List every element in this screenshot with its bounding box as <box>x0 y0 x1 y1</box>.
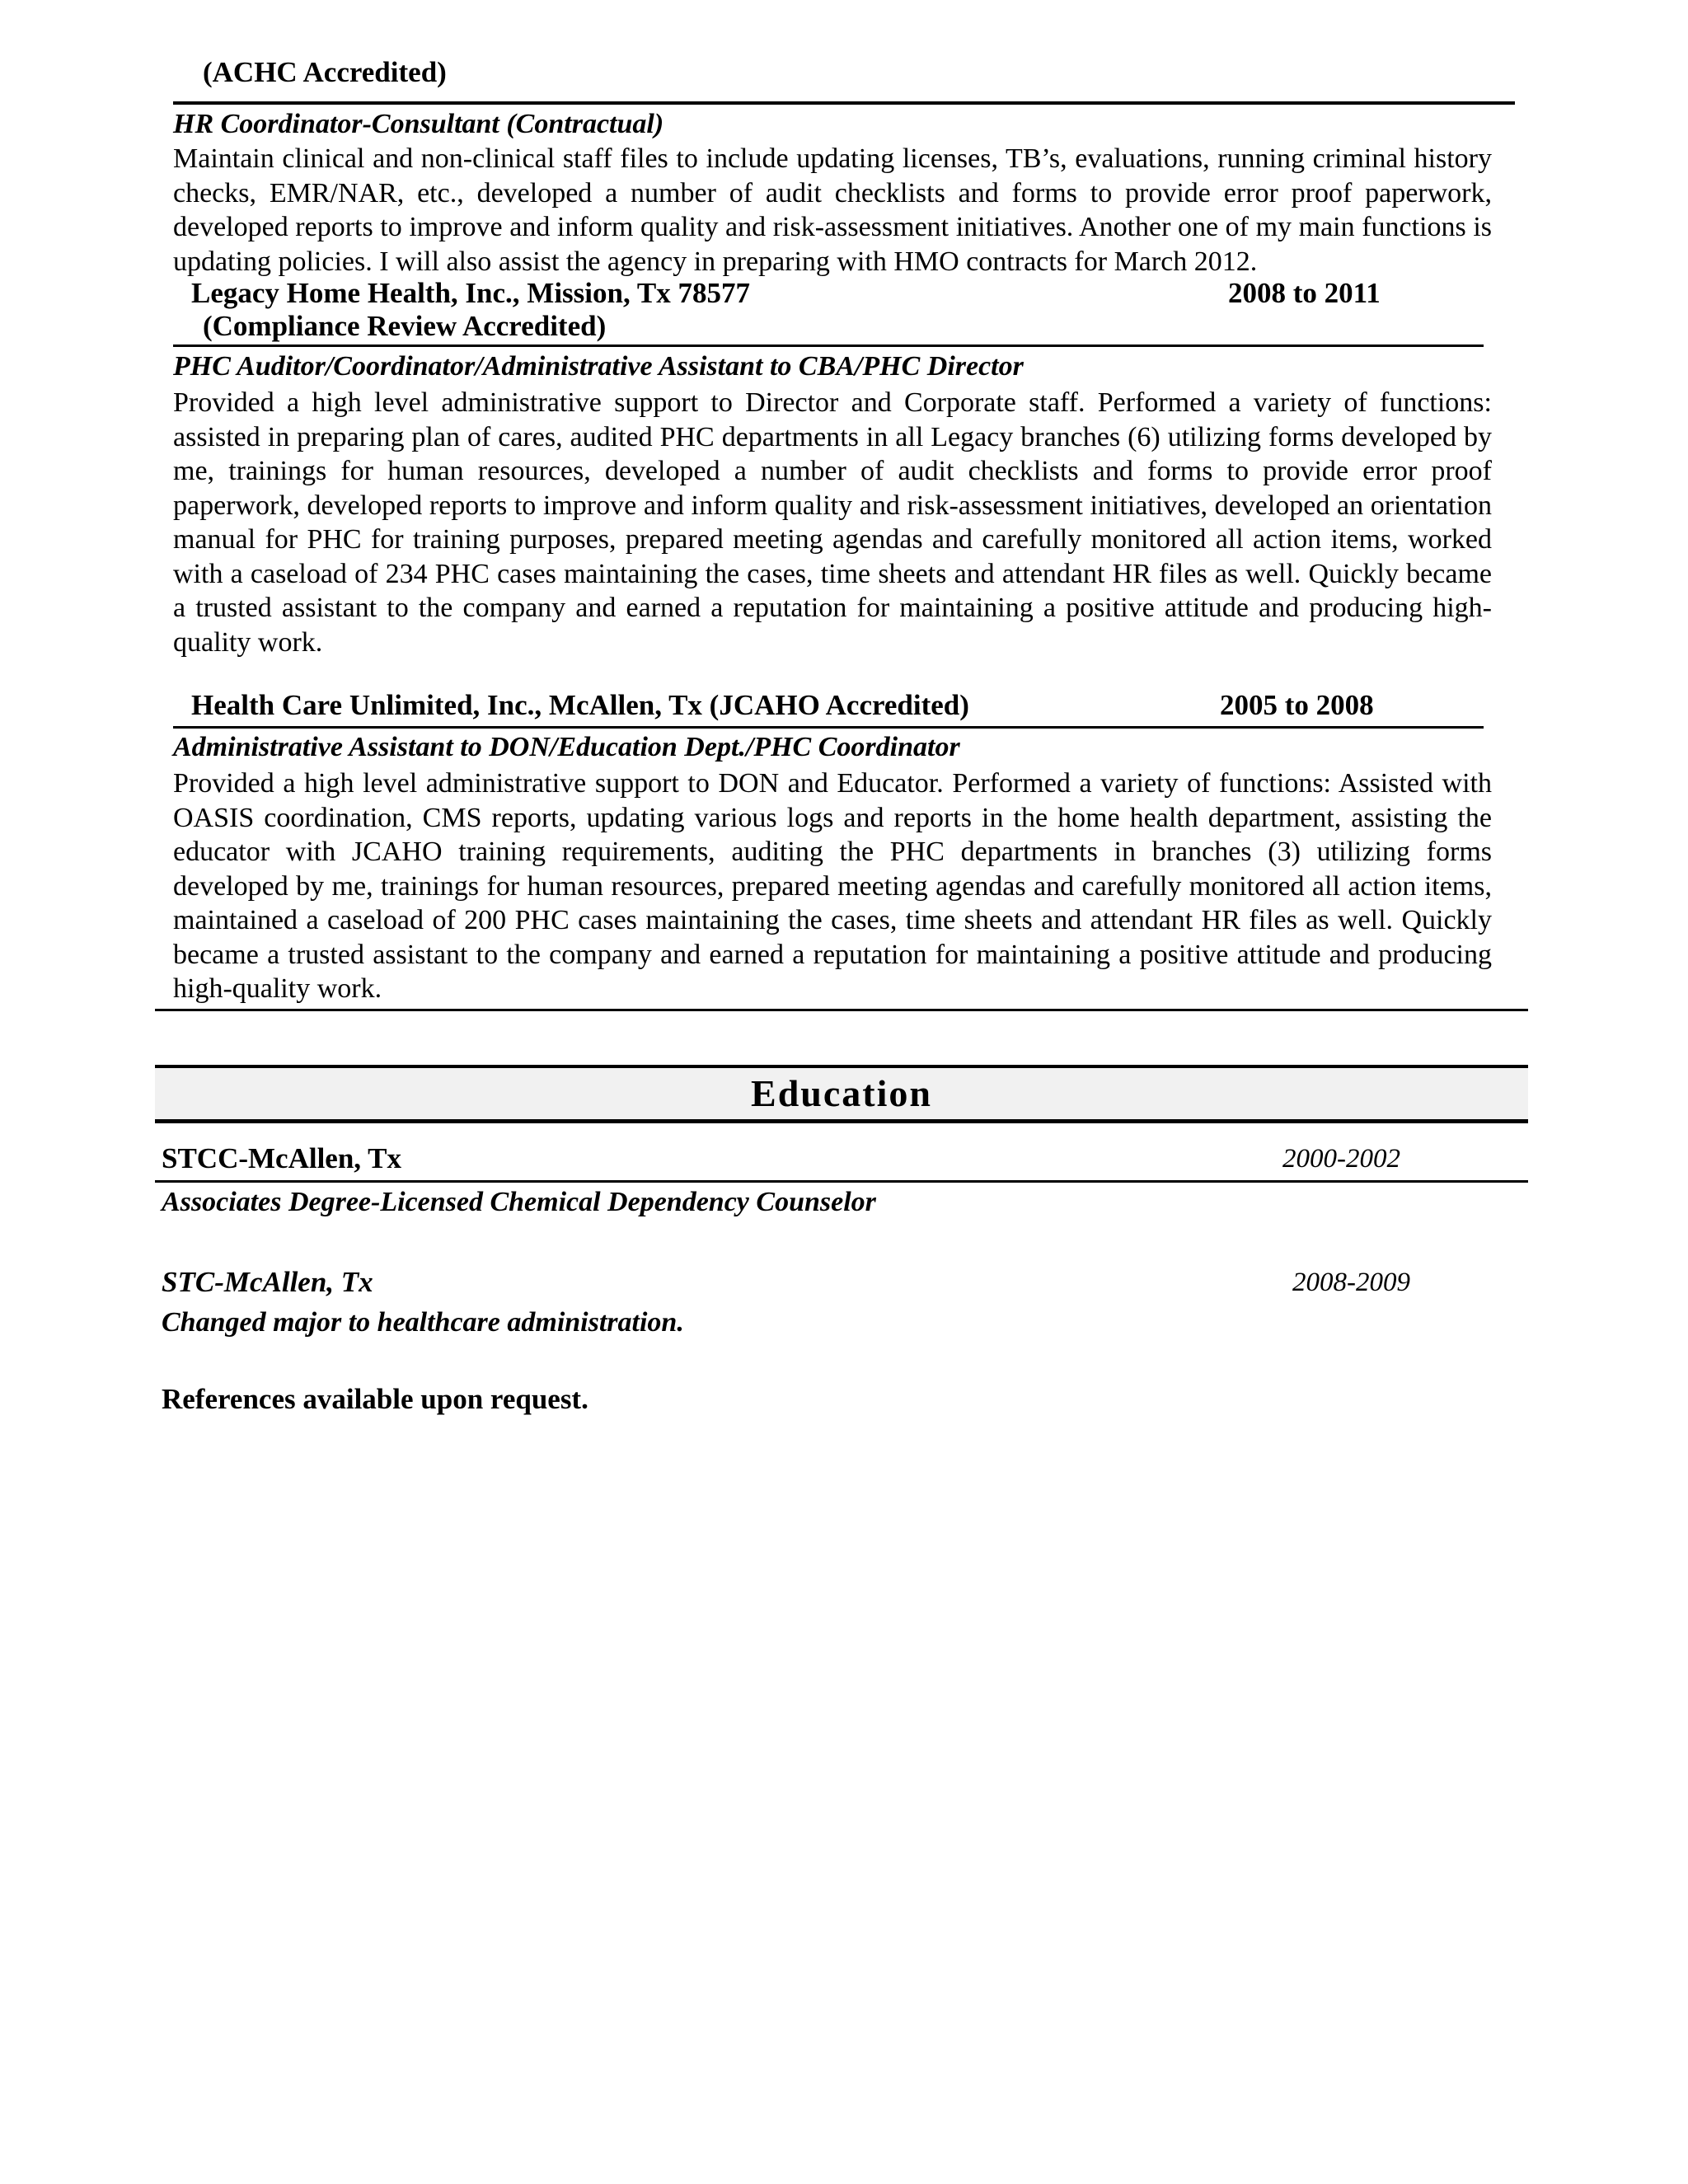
education-band-bottom-rule <box>155 1119 1528 1123</box>
job-description: Provided a high level administrative support to Director and Corporate staff. Performed a variety of functions: assisted in preparing plan of cares, audited PHC departments in all Legacy branches (6) utilizing forms developed by me, trainings for human resources, developed a number of audit checklists and forms to provide error proof paperwork, developed reports to improve and inform quality and risk-assessment initiatives, developed an orientation manual for PHC for training purposes, prepared meeting agendas and carefully monitored all action items, worked with a caseload of 234 PHC cases maintaining the cases, time sheets and attendant HR files as well. Quickly became a trusted assistant to the company and earned a reputation for maintaining a positive attitude and producing high-quality work. <box>173 387 1492 658</box>
company-name: Health Care Unlimited, Inc., McAllen, Tx (JCAHO Accredited) <box>191 689 969 721</box>
section-divider <box>173 101 1515 105</box>
job-description: Provided a high level administrative support to DON and Educator. Performed a variety of functions: Assisted with OASIS coordination, CMS reports, updating various logs and reports in the home health department, assisting the educator with JCAHO training requirements, auditing the PHC departments in branches (3) utilizing forms developed by me, trainings for human resources, prepared meeting agendas and carefully monitored all action items, maintained a caseload of 200 PHC cases maintaining the cases, time sheets and attendant HR files as well. Quickly became a trusted assistant to the company and earned a reputation for maintaining a positive attitude and producing high-quality work. <box>173 768 1492 1004</box>
employment-dates: 2005 to 2008 <box>1220 689 1374 721</box>
school-name: STCC-McAllen, Tx <box>162 1142 402 1174</box>
education-dates: 2008-2009 <box>1292 1268 1410 1297</box>
section-divider <box>173 726 1484 729</box>
education-heading: Education <box>751 1072 932 1114</box>
degree: Associates Degree-Licensed Chemical Dependency Counselor <box>162 1187 876 1217</box>
section-divider <box>173 344 1484 347</box>
job-title: HR Coordinator-Consultant (Contractual) <box>173 109 664 139</box>
employment-dates: 2008 to 2011 <box>1228 277 1381 309</box>
job-title: Administrative Assistant to DON/Education Dept./PHC Coordinator <box>173 732 960 762</box>
job-title: PHC Auditor/Coordinator/Administrative Assistant to CBA/PHC Director <box>173 351 1024 382</box>
company-name: Legacy Home Health, Inc., Mission, Tx 78577 <box>191 277 750 309</box>
education-note: Changed major to healthcare administration. <box>162 1307 684 1338</box>
job-description: Maintain clinical and non-clinical staff files to include updating licenses, TB’s, evaluations, running criminal history checks, EMR/NAR, etc., developed a number of audit checklists and forms to provide error proof paperwork, developed reports to improve and inform quality and risk-assessment initiatives. Another one of my main functions is updating policies. I will also assist the agency in preparing with HMO contracts for March 2012. <box>173 143 1492 277</box>
accreditation-compliance: (Compliance Review Accredited) <box>203 310 607 342</box>
accreditation-achc: (ACHC Accredited) <box>203 56 447 88</box>
section-divider <box>155 1180 1528 1183</box>
section-divider <box>155 1009 1528 1011</box>
references-note: References available upon request. <box>162 1383 588 1415</box>
school-name: STC-McAllen, Tx <box>162 1266 373 1298</box>
education-dates: 2000-2002 <box>1282 1144 1400 1174</box>
